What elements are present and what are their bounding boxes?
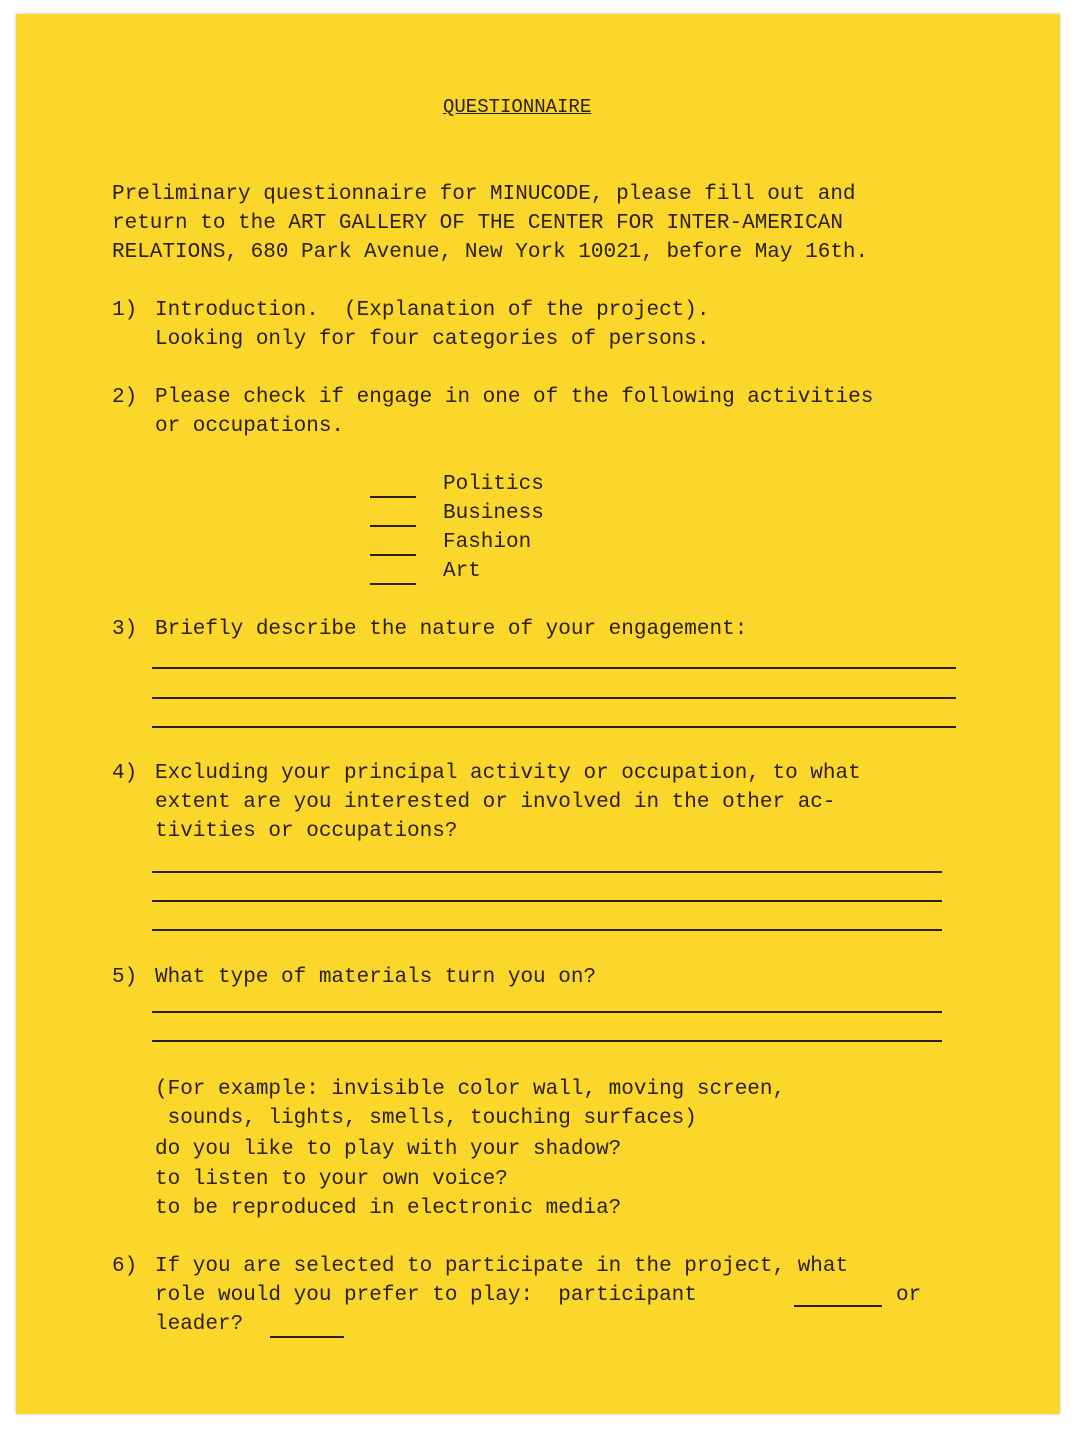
question-text: or occupations. [155, 415, 345, 438]
question-text: What type of materials turn you on? [155, 966, 597, 989]
question-text: extent are you interested or involved in the other ac- [155, 791, 836, 814]
answer-line[interactable] [152, 929, 942, 931]
option-label: Business [443, 502, 544, 525]
option-label: Politics [443, 473, 544, 496]
question-number: 4) [112, 762, 138, 785]
example-text: to listen to your own voice? [155, 1168, 508, 1191]
answer-line[interactable] [152, 667, 956, 669]
question-number: 2) [112, 386, 138, 409]
or-label: or [896, 1284, 922, 1307]
option-label: Art [443, 560, 481, 583]
answer-line[interactable] [152, 871, 942, 873]
question-text: Introduction. (Explanation of the project). [155, 299, 710, 322]
option-label: Fashion [443, 531, 532, 554]
question-text: leader? [155, 1313, 244, 1336]
answer-line[interactable] [152, 900, 942, 902]
checkbox-blank-art[interactable] [370, 583, 416, 585]
question-number: 3) [112, 618, 138, 641]
question-text: Briefly describe the nature of your engagement: [155, 618, 748, 641]
answer-line[interactable] [152, 697, 956, 699]
example-text: sounds, lights, smells, touching surfaces) [155, 1107, 697, 1130]
example-text: (For example: invisible color wall, moving screen, [155, 1078, 786, 1101]
checkbox-blank-fashion[interactable] [370, 554, 416, 556]
question-number: 6) [112, 1255, 138, 1278]
question-text: tivities or occupations? [155, 820, 458, 843]
checkbox-blank-business[interactable] [370, 525, 416, 527]
answer-line[interactable] [152, 726, 956, 728]
intro-line: RELATIONS, 680 Park Avenue, New York 10021, before May 16th. [112, 241, 869, 264]
intro-line: Preliminary questionnaire for MINUCODE, please fill out and [112, 183, 856, 206]
question-text: role would you prefer to play: participant [155, 1284, 697, 1307]
intro-line: return to the ART GALLERY OF THE CENTER FOR INTER-AMERICAN [112, 212, 843, 235]
question-text: Please check if engage in one of the following activities [155, 386, 874, 409]
question-number: 5) [112, 966, 138, 989]
question-text: Looking only for four categories of persons. [155, 328, 710, 351]
leader-blank[interactable] [270, 1336, 344, 1338]
example-text: to be reproduced in electronic media? [155, 1197, 622, 1220]
participant-blank[interactable] [794, 1305, 882, 1307]
answer-line[interactable] [152, 1011, 942, 1013]
answer-line[interactable] [152, 1040, 942, 1042]
checkbox-blank-politics[interactable] [370, 496, 416, 498]
page-title: QUESTIONNAIRE [443, 96, 592, 118]
example-text: do you like to play with your shadow? [155, 1138, 622, 1161]
question-text: Excluding your principal activity or occupation, to what [155, 762, 861, 785]
question-number: 1) [112, 299, 138, 322]
question-text: If you are selected to participate in the project, what [155, 1255, 849, 1278]
